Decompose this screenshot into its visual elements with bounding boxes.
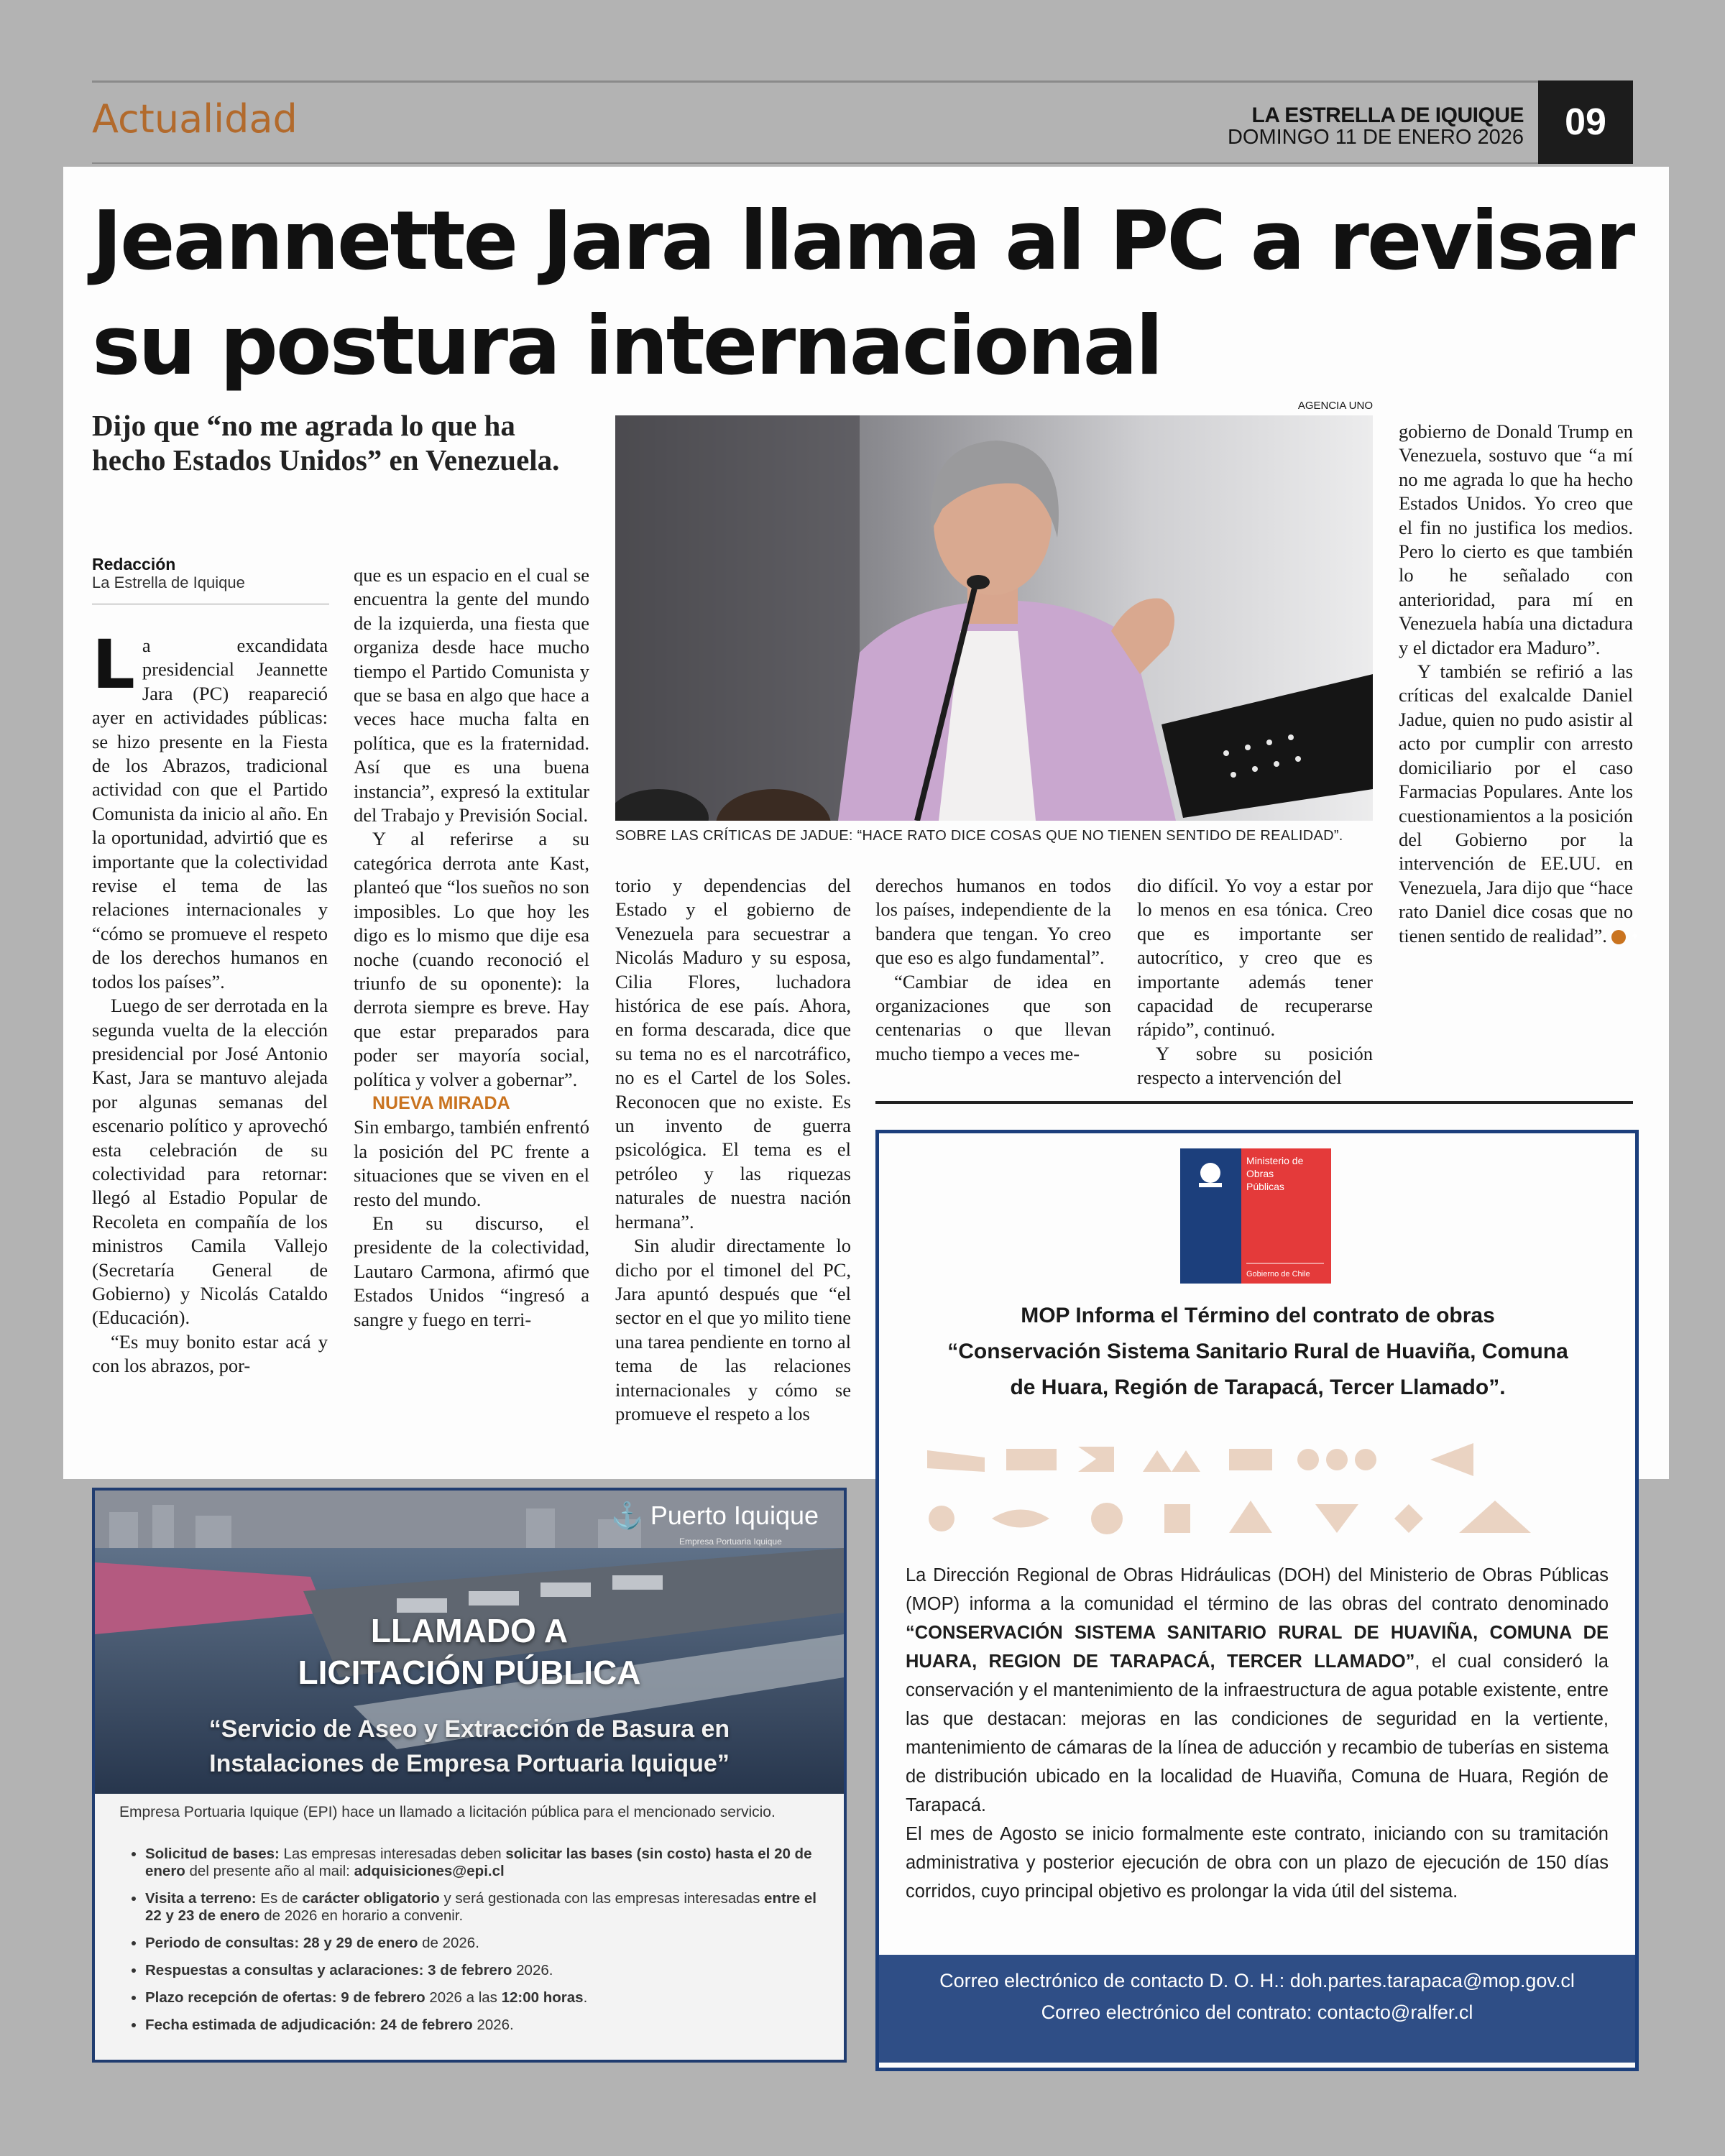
mop-logo-line2: Obras bbox=[1246, 1168, 1274, 1179]
licitacion-title-line: LLAMADO A bbox=[370, 1612, 569, 1649]
list-item bbox=[145, 1890, 824, 1925]
paragraph: Y también se refirió a las críticas del exalcalde Daniel Jadue, quien no pudo asistir al acto por cumplir con arresto domiciliario por el caso Farmacias Populares. Ante los cuestionamientos a la posición del Gobierno por la intervención de EE.UU. en Venezuela, Jara dijo que “hace rato Daniel dice cosas que no tienen sentido de realidad”. bbox=[1399, 660, 1633, 946]
paragraph: Y sobre su posición respecto a intervención del bbox=[1137, 1042, 1373, 1089]
paragraph: Sin embargo, también enfrentó la posición del PC frente a situaciones que se viven en el resto del mundo. bbox=[354, 1116, 589, 1210]
mop-contact-doh[interactable]: Correo electrónico de contacto D. O. H.: doh.partes.tarapaca@mop.gov.cl bbox=[939, 1970, 1575, 1991]
licitacion-title bbox=[95, 1610, 844, 1693]
mop-title-line: MOP Informa el Término del contrato de obras bbox=[1021, 1304, 1495, 1327]
licitacion-intro: Empresa Portuaria Iquique (EPI) hace un llamado a licitación pública para el mencionado servicio. bbox=[119, 1804, 776, 1820]
mop-body-text: El mes de Agosto se inicio formalmente este contrato, iniciando con su tramitación administrativa y posterior ejecución de obra con un plazo de ejecución de 150 días corridos, cuyo principal objetivo es prolongar la vida útil del sistema. bbox=[906, 1824, 1609, 1902]
list-item bbox=[145, 1846, 824, 1880]
service-line: Instalaciones de Empresa Portuaria Iquique” bbox=[209, 1750, 730, 1777]
puerto-brand-sub: Empresa Portuaria Iquique bbox=[679, 1537, 782, 1547]
mop-contact-contract[interactable]: Correo electrónico del contrato: contacto@ralfer.cl bbox=[1041, 2001, 1473, 2023]
licitacion-title-line: LICITACIÓN PÚBLICA bbox=[298, 1654, 641, 1691]
deck: Dijo que “no me agrada lo que ha hecho Estados Unidos” en Venezuela. bbox=[92, 409, 560, 476]
item-label: Respuestas a consultas y aclaraciones: 3 de febrero bbox=[145, 1962, 512, 1978]
puerto-brand-text: Puerto Iquique bbox=[650, 1501, 819, 1530]
article-column-2 bbox=[354, 563, 589, 1332]
puerto-iquique-brand bbox=[611, 1501, 834, 1538]
item-text: de 2026. bbox=[418, 1935, 479, 1951]
paragraph: Luego de ser derrotada en la segunda vuelta de la elección presidencial por José Antonio Kast, Jara se mantuvo alejada por algunas semanas del escenario político y aprovechó esta celebración de su colectividad para retornar: llegó al Estadio Popular de Recoleta en compañía de los ministros Camila Vallejo (Secretaría General de Gobierno) y Nicolás Cataldo (Educación). bbox=[92, 995, 328, 1329]
paragraph: “Es muy bonito estar acá y con los abrazos, por- bbox=[92, 1330, 328, 1377]
item-text: 2026 a las bbox=[425, 1989, 502, 2006]
mop-body-text: La Dirección Regional de Obras Hidráulicas (DOH) del Ministerio de Obras Públicas (MOP) informa a la comunidad el término de las obras del contrato denominado bbox=[906, 1565, 1609, 1614]
item-label: Periodo de consultas: 28 y 29 de enero bbox=[145, 1935, 418, 1951]
mop-logo-line3: Públicas bbox=[1246, 1181, 1284, 1192]
byline-source: La Estrella de Iquique bbox=[92, 573, 245, 591]
mop-title-line: de Huara, Región de Tarapacá, Tercer Llamado”. bbox=[1010, 1376, 1506, 1399]
publication-name: LA ESTRELLA DE IQUIQUE bbox=[1251, 103, 1524, 127]
paragraph: En su discurso, el presidente de la colectividad, Lautaro Carmona, afirmó que Estados Unidos “ingresó a sangre y fuego en terri- bbox=[354, 1212, 589, 1330]
paragraph: que es un espacio en el cual se encuentra la gente del mundo de la izquierda, una fiesta que organiza desde hace mucho tiempo el Partido Comunista y que se basa en algo que hace a veces hace mucha falta en política, que es la fraternidad. Así que es una buena instancia”, expresó la extitular del Trabajo y Previsión Social. bbox=[354, 564, 589, 826]
paragraph: gobierno de Donald Trump en Venezuela, sostuvo que “a mí no me agrada lo que ha hecho Estados Unidos. Yo creo que el fin no justifica los medios. Pero lo cierto es que también lo he señalado con anterioridad, para mí en Venezuela había una dictadura y el dictador era Maduro”. bbox=[1399, 420, 1633, 658]
item-label: Plazo recepción de ofertas: 9 de febrero bbox=[145, 1989, 426, 2006]
article-column-6 bbox=[1399, 420, 1640, 948]
list-item bbox=[145, 2017, 824, 2034]
mop-title bbox=[884, 1298, 1632, 1406]
item-bold: 12:00 horas bbox=[501, 1989, 584, 2006]
mop-body-text: , el cual consideró la conservación y el mantenimiento de la infraestructura de agua potable existente, entre las que destacan: mejoras en las condiciones de seguridad en la vertiente, mantenimiento de cámaras de la línea de aducción y recambio de tuberías en sistema de distribución ubicado en la localidad de Huaviña, Comuna de Huara, Región de Tarapacá. bbox=[906, 1651, 1609, 1815]
email-link[interactable]: adquisiciones@epi.cl bbox=[354, 1863, 505, 1879]
item-text: Las empresas interesadas deben bbox=[279, 1846, 506, 1862]
licitacion-list bbox=[119, 1846, 824, 2044]
article-column-4 bbox=[875, 874, 1111, 1066]
item-text: del presente año al mail: bbox=[185, 1863, 354, 1879]
licitacion-service bbox=[95, 1712, 844, 1781]
list-item bbox=[145, 1962, 824, 1979]
item-text: 2026. bbox=[472, 2017, 514, 2033]
paragraph: “Cambiar de idea en organizaciones que son centenarias o que llevan mucho tiempo a veces me- bbox=[875, 970, 1111, 1064]
item-bold: entre el 22 y 23 de enero bbox=[145, 1890, 816, 1924]
paragraph: derechos humanos en todos los países, independiente de la bandera que tengan. Yo creo que eso es algo fundamental”. bbox=[875, 875, 1111, 969]
byline-name: Redacción bbox=[92, 555, 176, 573]
item-bold: carácter obligatorio bbox=[302, 1890, 440, 1907]
mop-logo-line1: Ministerio de bbox=[1246, 1155, 1304, 1166]
item-text: . bbox=[583, 1989, 588, 2006]
mop-body bbox=[906, 1561, 1609, 1906]
item-label: Fecha estimada de adjudicación: 24 de febrero bbox=[145, 2017, 473, 2033]
section-title: Actualidad bbox=[92, 96, 298, 142]
byline bbox=[92, 555, 329, 592]
decorative-pattern bbox=[927, 1436, 1588, 1544]
mop-title-line: “Conservación Sistema Sanitario Rural de Huaviña, Comuna bbox=[947, 1340, 1568, 1363]
paragraph: Sin aludir directamente lo dicho por el timonel del PC, Jara apuntó después que “el sector en el que yo milito tiene una tarea pendiente en torno al tema de las relaciones internacionales y cómo se promueve el respeto a los bbox=[615, 1235, 851, 1424]
service-line: “Servicio de Aseo y Extracción de Basura en bbox=[208, 1715, 730, 1743]
anchor-icon: ⚓ bbox=[611, 1501, 643, 1530]
drop-cap: L bbox=[92, 626, 135, 704]
item-label: Solicitud de bases: bbox=[145, 1846, 280, 1862]
mop-contact-footer bbox=[879, 1955, 1635, 2063]
item-label: Visita a terreno: bbox=[145, 1890, 257, 1907]
column-rule bbox=[875, 1101, 1633, 1104]
mop-logo-gov: Gobierno de Chile bbox=[1246, 1270, 1310, 1279]
list-item bbox=[145, 1935, 824, 1952]
item-text: Es de bbox=[256, 1890, 303, 1907]
item-text: de 2026 en horario a convenir. bbox=[259, 1907, 464, 1924]
paragraph: a excandidata presidencial Jeannette Jara (PC) reapareció ayer en actividades públicas: se hizo presente en la Fiesta de los Abrazos, tradicional actividad con que el Partido Comunista da inicio al año. En la oportunidad, advirtió que es importante que la colectividad revise el tema de las relaciones internacionales y “cómo se promueve el respeto de los derechos humanos en todos los países”. bbox=[92, 635, 328, 992]
item-text: 2026. bbox=[512, 1962, 553, 1978]
item-bold: solicitar las bases (sin costo) hasta el 20 de enero bbox=[145, 1846, 812, 1879]
end-mark-icon: ✦ bbox=[1611, 930, 1626, 944]
mop-logo bbox=[1180, 1148, 1331, 1284]
article-column-1 bbox=[92, 626, 328, 1378]
headline: Jeannette Jara llama al PC a revisar su postura internacional bbox=[92, 193, 1634, 393]
header-rule-bottom bbox=[92, 162, 1538, 164]
item-text: y será gestionada con las empresas interesadas bbox=[439, 1890, 765, 1907]
article-column-5 bbox=[1137, 874, 1373, 1090]
photo-credit: AGENCIA UNO bbox=[1297, 400, 1373, 412]
list-item bbox=[145, 1989, 824, 2007]
mop-body-bold: “CONSERVACIÓN SISTEMA SANITARIO RURAL DE HUAVIÑA, COMUNA DE HUARA, REGION DE TARAPACÁ, TERCER LLAMADO” bbox=[906, 1623, 1609, 1672]
publication-date: DOMINGO 11 DE ENERO 2026 bbox=[1227, 126, 1524, 149]
header-rule bbox=[92, 80, 1633, 83]
paragraph: Y al referirse a su categórica derrota ante Kast, planteó que “los sueños no son imposibles. Lo que hoy les digo es lo mismo que dije esa noche (cuando reconoció el triunfo de su oponente): la derrota siempre es breve. Hay que estar preparados para poder ser mayoría social, política y volver a gobernar”. bbox=[354, 828, 589, 1090]
page-number: 09 bbox=[1538, 80, 1633, 164]
paragraph: dio difícil. Yo voy a estar por lo menos en esa tónica. Creo que es importante ser autocrítico, y creo que es importante además tener capacidad de recuperarse rápido”, continuó. bbox=[1137, 875, 1373, 1041]
photo-caption: SOBRE LAS CRÍTICAS DE JADUE: “HACE RATO DICE COSAS QUE NO TIENEN SENTIDO DE REALIDAD”. bbox=[615, 828, 1343, 844]
article-column-3 bbox=[615, 874, 851, 1426]
subhead: NUEVA MIRADA bbox=[372, 1092, 510, 1113]
publication-info bbox=[1193, 105, 1524, 148]
paragraph: torio y dependencias del Estado y el gobierno de Venezuela para secuestrar a Nicolás Maduro y su esposa, Cilia Flores, luchadora histórica de ese país. Ahora, en forma descarada, dice que su tema no es el narcotráfico, no es el Cartel de los Soles. Reconocen que no existe. Es un invento de guerra psicológica. El tema es el petróleo y las riquezas naturales de nuestra nación hermana”. bbox=[615, 875, 851, 1233]
article-photo bbox=[615, 415, 1373, 821]
